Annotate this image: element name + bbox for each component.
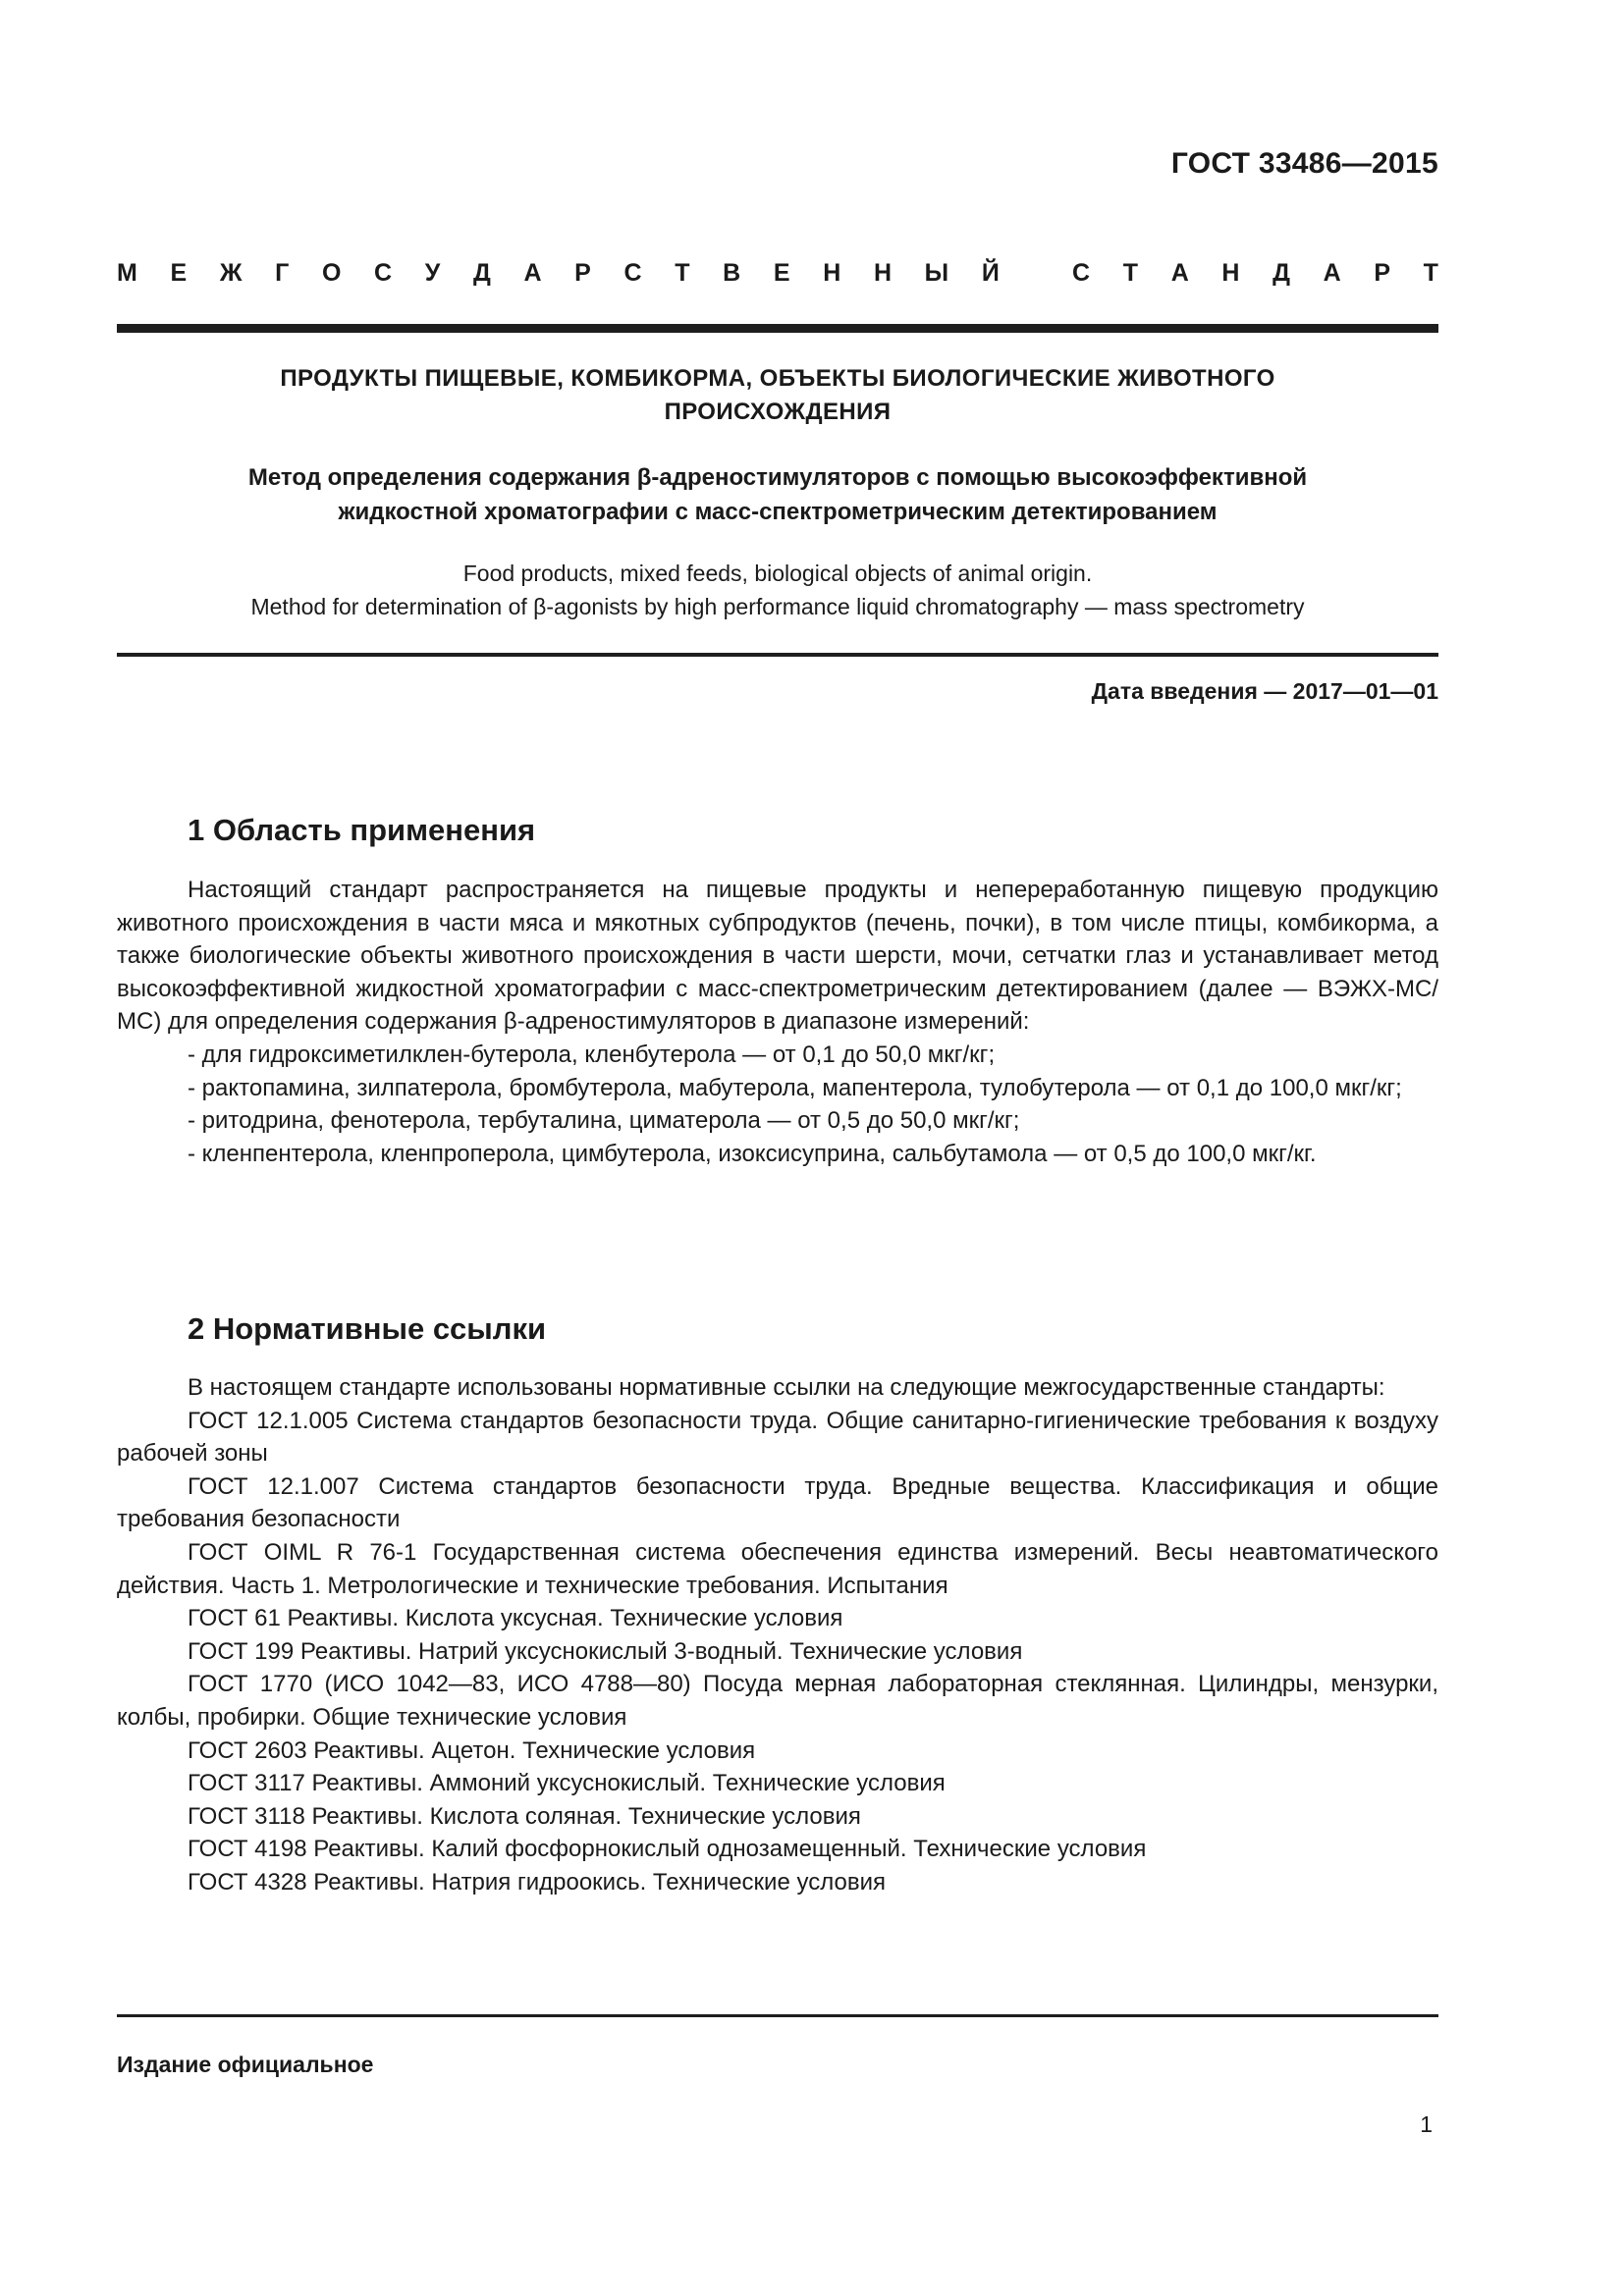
section-references-body <box>117 1371 1438 1899</box>
document-page <box>117 0 1438 2296</box>
section-heading-scope: 1 Область применения <box>188 813 536 847</box>
reference-item: ГОСТ 199 Реактивы. Натрий уксуснокислый 3-водный. Технические условия <box>188 1637 1023 1665</box>
banner-letter: Е <box>170 258 188 287</box>
banner-letter: Е <box>773 258 790 287</box>
edition-label: Издание официальное <box>117 2052 374 2077</box>
section-scope-body <box>117 874 1438 1170</box>
banner-letter: С <box>1072 258 1091 287</box>
banner-letter: Г <box>275 258 290 287</box>
list-item: - для гидроксиметилклен-бутерола, кленбутерола — от 0,1 до 50,0 мкг/кг; <box>188 1041 996 1068</box>
interstate-standard-banner <box>117 258 1438 288</box>
header-rule <box>117 324 1438 333</box>
english-title-line: Method for determination of β-agonists by high performance liquid chromatography — mass spectrometry <box>250 594 1305 619</box>
banner-letter: Ы <box>924 258 949 287</box>
paragraph: В настоящем стандарте использованы нормативные ссылки на следующие межгосударственные стандарты: <box>188 1374 1385 1401</box>
title-rule <box>117 653 1438 657</box>
list-item: - рактопамина, зилпатерола, бромбутерола, мабутерола, мапентерола, тулобутерола — от 0,1 до 100,0 мкг/кг; <box>188 1074 1402 1101</box>
banner-letter: Т <box>1122 258 1139 287</box>
banner-letter: Р <box>574 258 591 287</box>
banner-letter: У <box>424 258 441 287</box>
list-item: - ритодрина, фенотерола, тербуталина, циматерола — от 0,5 до 50,0 мкг/кг; <box>188 1107 1020 1135</box>
reference-item: ГОСТ 4198 Реактивы. Калий фосфорнокислый однозамещенный. Технические условия <box>188 1836 1147 1863</box>
banner-letter: В <box>723 258 741 287</box>
banner-letter: Т <box>1423 258 1438 287</box>
document-subtitle <box>117 460 1438 529</box>
gost-number: ГОСТ 33486—2015 <box>1170 147 1438 180</box>
banner-letter: Д <box>1272 258 1290 287</box>
list-item: - кленпентерола, кленпроперола, цимбутерола, изоксисуприна, сальбутамола — от 0,5 до 100,0 мкг/кг. <box>188 1140 1317 1167</box>
page-number: 1 <box>1420 2111 1433 2137</box>
subtitle-line: Метод определения содержания β-адреностимуляторов с помощью высокоэффективной <box>247 464 1308 491</box>
reference-item: ГОСТ 12.1.007 Система стандартов безопасности труда. Вредные вещества. Классификация и общие требования безопасности <box>117 1472 1438 1533</box>
reference-item: ГОСТ 4328 Реактивы. Натрия гидроокись. Технические условия <box>188 1868 886 1896</box>
footer-rule <box>117 2014 1438 2017</box>
section-heading-references: 2 Нормативные ссылки <box>188 1311 547 1346</box>
banner-word-gap <box>1032 259 1039 288</box>
banner-letter: Д <box>472 258 491 287</box>
banner-letter: Р <box>1374 258 1391 287</box>
english-title-line: Food products, mixed feeds, biological objects of animal origin. <box>462 561 1093 586</box>
banner-letter: А <box>1323 258 1341 287</box>
banner-letter: Н <box>823 258 841 287</box>
reference-item: ГОСТ 61 Реактивы. Кислота уксусная. Технические условия <box>188 1605 843 1632</box>
subtitle-line: жидкостной хроматографии с масс-спектрометрическим детектированием <box>338 499 1218 525</box>
document-title <box>117 362 1438 429</box>
banner-letter: С <box>623 258 642 287</box>
english-title <box>117 557 1438 623</box>
banner-letter: А <box>523 258 542 287</box>
banner-letter: Т <box>675 258 690 287</box>
reference-item: ГОСТ 1770 (ИСО 1042—83, ИСО 4788—80) Посуда мерная лабораторная стеклянная. Цилиндры, мензурки, колбы, пробирки. Общие технические условия <box>117 1671 1438 1731</box>
banner-letter: А <box>1170 258 1189 287</box>
title-line: ПРОДУКТЫ ПИЩЕВЫЕ, КОМБИКОРМА, ОБЪЕКТЫ БИОЛОГИЧЕСКИЕ ЖИВОТНОГО <box>280 365 1275 392</box>
reference-item: ГОСТ 2603 Реактивы. Ацетон. Технические условия <box>188 1736 756 1764</box>
banner-letter: Й <box>981 258 1000 287</box>
banner-letter: Н <box>1221 258 1240 287</box>
banner-letter: М <box>117 258 137 287</box>
introduction-date: Дата введения — 2017—01—01 <box>1091 678 1438 704</box>
title-line: ПРОИСХОЖДЕНИЯ <box>664 399 892 425</box>
banner-letter: Ж <box>219 258 243 287</box>
banner-letter: Н <box>873 258 893 287</box>
reference-item: ГОСТ OIML R 76-1 Государственная система обеспечения единства измерений. Весы неавтоматического действия. Часть 1. Метрологические и технические требования. Испытания <box>117 1538 1438 1599</box>
banner-letter: О <box>321 258 342 287</box>
reference-item: ГОСТ 12.1.005 Система стандартов безопасности труда. Общие санитарно-гигиенические требования к воздуху рабочей зоны <box>117 1407 1438 1468</box>
banner-letter: С <box>374 258 393 287</box>
reference-item: ГОСТ 3118 Реактивы. Кислота соляная. Технические условия <box>188 1802 861 1830</box>
reference-item: ГОСТ 3117 Реактивы. Аммоний уксуснокислый. Технические условия <box>188 1770 946 1797</box>
paragraph: Настоящий стандарт распространяется на пищевые продукты и непереработанную пищевую продукцию животного происхождения в части мяса и мякотных субпродуктов (печень, почки), в том числе птицы, комбикорма, а также биологические объекты животного происхождения в части шерсти, мочи, сетчатки глаз и устанавливает метод высокоэффективной жидкостной хроматографии с масс-спектрометрическим детектированием (далее — ВЭЖХ-МС/МС) для определения содержания β-адреностимуляторов в диапазоне измерений: <box>117 877 1438 1036</box>
